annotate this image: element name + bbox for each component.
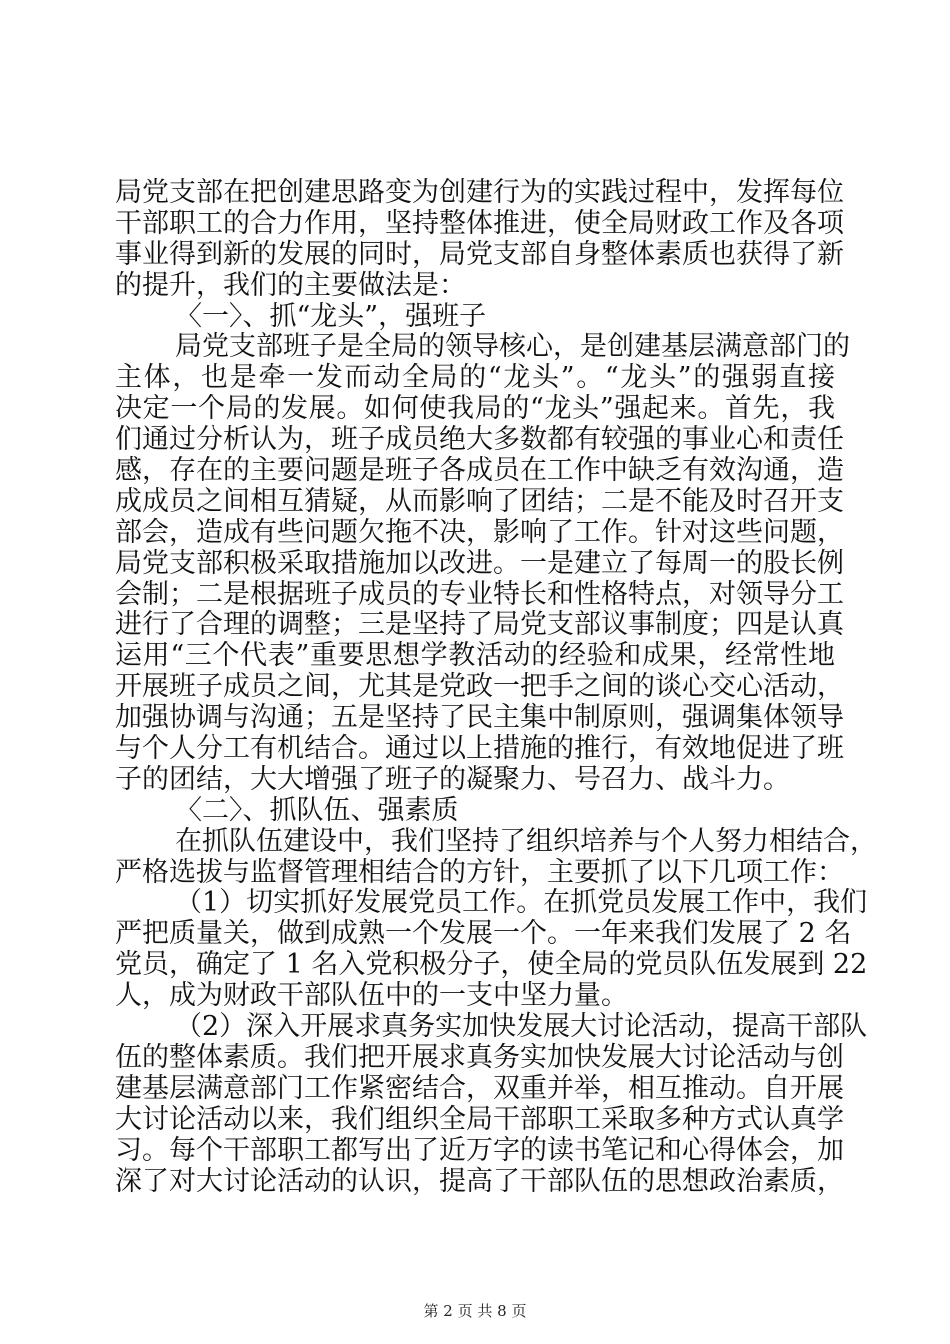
text-line: 严格选拔与监督管理相结合的方针，主要抓了以下几项工作： (115, 856, 844, 888)
text-line: 成成员之间相互猜疑，从而影响了团结；二是不能及时召开支 (115, 485, 844, 517)
text-line: 运用“三个代表”重要思想学教活动的经验和成果，经常性地 (115, 640, 835, 672)
text-line: 主体，也是牵一发而动全局的“龙头”。“龙头”的强弱直接 (115, 362, 835, 394)
text-line: 子的团结，大大增强了班子的凝聚力、号召力、战斗力。 (115, 763, 790, 795)
text-line: 局党支部在把创建思路变为创建行为的实践过程中，发挥每位 (115, 177, 844, 208)
text-line: 事业得到新的发展的同时，局党支部自身整体素质也获得了新 (115, 238, 844, 270)
text-line: 加强协调与沟通；五是坚持了民主集中制原则，强调集体领导 (115, 702, 844, 734)
text-line: 部会，造成有些问题欠拖不决，影响了工作。针对这些问题， (115, 516, 844, 548)
text-line: 人，成为财政干部队伍中的一支中坚力量。 (115, 980, 628, 1012)
text-line: 深了对大讨论活动的认识，提高了干部队伍的思想政治素质， (115, 1165, 844, 1197)
page-footer: 第 2 页 共 8 页 (423, 1302, 527, 1320)
text-line: 党员，确定了 1 名入党积极分子，使全局的党员队伍发展到 22 (115, 949, 868, 981)
text-line: 进行了合理的调整；三是坚持了局党支部议事制度；四是认真 (115, 609, 844, 641)
text-line: 建基层满意部门工作紧密结合，双重并举，相互推动。自开展 (115, 1072, 844, 1104)
text-line: 决定一个局的发展。如何使我局的“龙头”强起来。首先，我 (115, 393, 835, 425)
text-line: （2）深入开展求真务实加快发展大讨论活动，提高干部队 (175, 1011, 868, 1043)
text-line: 开展班子成员之间，尤其是党政一把手之间的谈心交心活动， (115, 671, 844, 703)
text-line: 们通过分析认为，班子成员绝大多数都有较强的事业心和责任 (115, 424, 844, 456)
text-line: 的提升，我们的主要做法是： (115, 269, 466, 301)
text-line: 习。每个干部职工都写出了近万字的读书笔记和心得体会，加 (115, 1134, 844, 1166)
text-line: （1）切实抓好发展党员工作。在抓党员发展工作中，我们 (175, 887, 868, 919)
text-line: 〈一〉、抓“龙头”，强班子 (175, 300, 487, 332)
text-line: 会制；二是根据班子成员的专业特长和性格特点，对领导分工 (115, 578, 844, 610)
text-line: 在抓队伍建设中，我们坚持了组织培养与个人努力相结合， (175, 825, 877, 857)
text-line: 大讨论活动以来，我们组织全局干部职工采取多种方式认真学 (115, 1103, 844, 1135)
text-line: 干部职工的合力作用，坚持整体推进，使全局财政工作及各项 (115, 207, 844, 239)
text-line: 局党支部积极采取措施加以改进。一是建立了每周一的股长例 (115, 547, 844, 579)
text-line: 〈二〉、抓队伍、强素质 (175, 794, 459, 826)
text-line: 与个人分工有机结合。通过以上措施的推行，有效地促进了班 (115, 733, 844, 765)
text-line: 伍的整体素质。我们把开展求真务实加快发展大讨论活动与创 (115, 1041, 844, 1073)
document-body (115, 177, 877, 1197)
text-line: 严把质量关，做到成熟一个发展一个。一年来我们发展了 2 名 (115, 918, 852, 950)
text-line: 局党支部班子是全局的领导核心，是创建基层满意部门的 (175, 331, 850, 363)
text-line: 感，存在的主要问题是班子各成员在工作中缺乏有效沟通，造 (115, 455, 844, 487)
